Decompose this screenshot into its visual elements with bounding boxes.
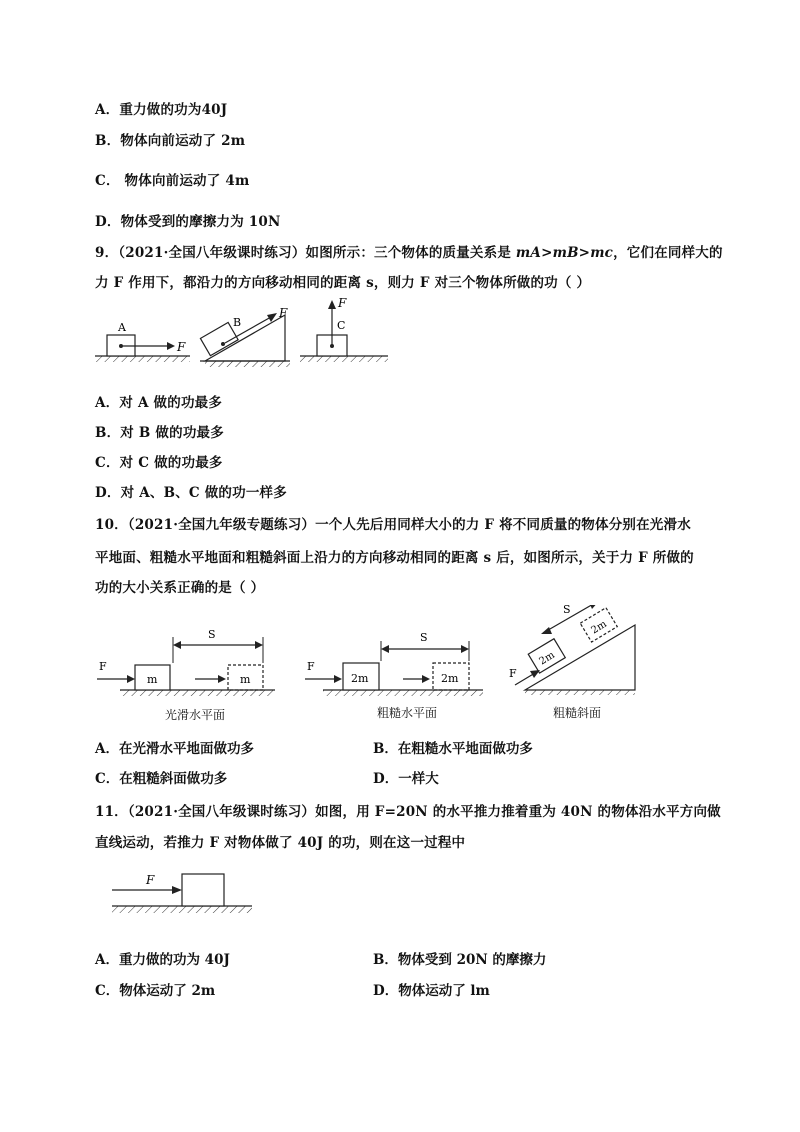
q9-option-b: B．对 B 做的功最多	[95, 425, 224, 441]
q10-option-d: D．一样大	[373, 771, 439, 787]
q9-option-a: A．对 A 做的功最多	[95, 395, 223, 411]
q9-option-d: D．对 A、B、C 做的功一样多	[95, 485, 287, 501]
q10-smooth-f: F	[99, 660, 107, 673]
q11-option-b: B．物体受到 20N 的摩擦力	[373, 952, 547, 968]
q10-option-b: B．在粗糙水平地面做功多	[373, 741, 533, 757]
q10-stem-line3: 功的大小关系正确的是（ ）	[95, 580, 265, 596]
q10-fig-incline	[509, 605, 635, 695]
q9-label-a: A	[118, 321, 126, 334]
q11-figure	[108, 865, 258, 925]
q10-incline-s: S	[563, 605, 571, 616]
q9-label-f-c: F	[338, 296, 347, 310]
q9-option-c: C．对 C 做的功最多	[95, 455, 223, 471]
q10-caption-smooth: 光滑水平面	[165, 708, 226, 722]
q10-stem-line1: 10．（2021·全国九年级专题练习）一个人先后用同样大小的力 F 将不同质量的物体分别在光滑水	[95, 517, 691, 533]
q10-fig-rough	[305, 631, 483, 696]
q10-option-a: A．在光滑水平地面做功多	[95, 741, 254, 757]
q8-option-a: A．重力做的功为40J	[95, 102, 228, 118]
q9-label-f-a: F	[177, 340, 186, 354]
q8-option-c: C． 物体向前运动了 4m	[95, 173, 250, 189]
q9-stem-line1	[95, 241, 723, 261]
q9-fig-block-a	[95, 321, 190, 362]
q9-stem-suffix: ，它们在同样大的	[613, 245, 723, 261]
q9-label-f-b: F	[279, 306, 288, 320]
q9-label-c: C	[337, 319, 346, 332]
q10-rough-mass-1: 2m	[351, 672, 369, 685]
q10-incline-mass-1: 2m	[537, 649, 557, 668]
q8-option-b: B．物体向前运动了 2m	[95, 133, 246, 149]
q10-smooth-s: S	[208, 628, 216, 641]
q10-incline-f: F	[509, 667, 517, 680]
q10-fig-smooth	[97, 628, 275, 696]
q11-option-c: C．物体运动了 2m	[95, 983, 216, 999]
q10-stem-line2: 平地面、粗糙水平地面和粗糙斜面上沿力的方向移动相同的距离 s 后，如图所示，关于力 F 所做的	[95, 550, 694, 566]
q10-rough-mass-2: 2m	[441, 672, 459, 685]
q11-stem-line1: 11．（2021·全国八年级课时练习）如图，用 F=20N 的水平推力推着重为 40N 的物体沿水平方向做	[95, 804, 721, 820]
q10-incline-mass-2: 2m	[589, 618, 609, 637]
q10-figure	[95, 605, 655, 705]
q8-option-d: D．物体受到的摩擦力为 10N	[95, 214, 281, 230]
q10-rough-f: F	[307, 660, 315, 673]
q10-smooth-mass-1: m	[147, 673, 158, 686]
q11-option-d: D．物体运动了 lm	[373, 983, 490, 999]
q11-stem-line2: 直线运动，若推力 F 对物体做了 40J 的功，则在这一过程中	[95, 835, 466, 851]
q11-label-f: F	[146, 873, 155, 887]
q10-caption-incline: 粗糙斜面	[553, 706, 602, 720]
q9-fig-block-c	[300, 296, 388, 362]
q9-stem-line2: 力 F 作用下，都沿力的方向移动相同的距离 s，则力 F 对三个物体所做的功（ ）	[95, 275, 591, 291]
q11-option-a: A．重力做的功为 40J	[95, 952, 230, 968]
q9-mass-relation: mA>mB>mc	[515, 245, 614, 261]
q10-smooth-mass-2: m	[240, 673, 251, 686]
q9-label-b: B	[233, 316, 242, 329]
q10-caption-rough: 粗糙水平面	[377, 706, 438, 720]
q9-stem-prefix: 9．（2021·全国八年级课时练习）如图所示：三个物体的质量关系是	[95, 245, 516, 261]
q9-figure	[95, 295, 415, 375]
q10-option-c: C．在粗糙斜面做功多	[95, 771, 228, 787]
q10-rough-s: S	[420, 631, 428, 644]
q9-fig-block-b	[200, 306, 290, 367]
